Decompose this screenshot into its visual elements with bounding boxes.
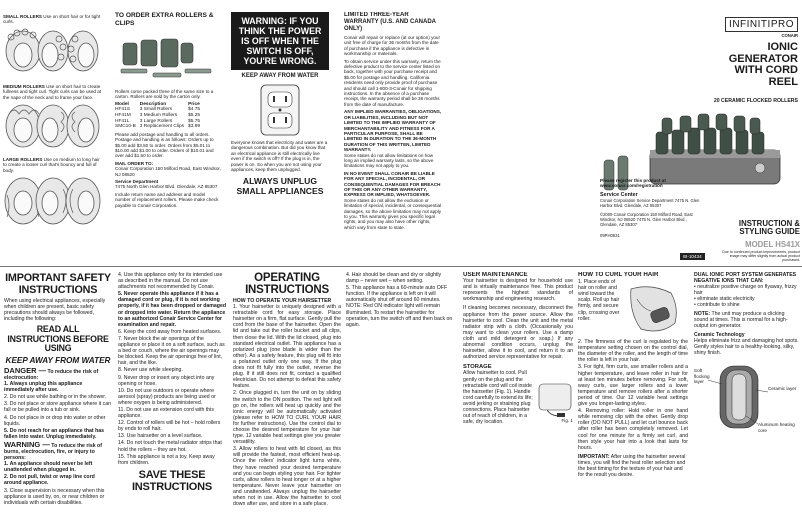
list-item: 1. Always unplug this appliance immediately after use. <box>4 381 83 394</box>
order-title: TO ORDER EXTRA ROLLERS & CLIPS <box>115 12 214 27</box>
curl-column <box>578 272 688 524</box>
warranty-p6: Some states do not allow the exclusion or limitation of special, incidental, or consequential damages, so the above limitation may not apply to you. This warranty gives you specific legal rights, and you may also have other rights, which vary from state to state. <box>344 197 442 230</box>
keep-away-water: KEEP AWAY FROM WATER <box>5 355 111 365</box>
table-cell: $3.99 <box>188 124 201 130</box>
danger-lead: To reduce the risk of electrocution: <box>4 368 99 381</box>
doc-code: 09PH0631 <box>600 233 620 239</box>
safety-intro: When using electrical appliances, especially when children are present, basic safety precautions should always be followed, including the following: <box>4 298 106 323</box>
sub-brand: CONAIR <box>781 33 798 38</box>
maintenance-body: Your hairsetter is designed for household use and is virtually maintenance free. This product represents the highest standards of workmanship and engineering research. <box>463 278 573 303</box>
table-row <box>115 113 204 119</box>
ceramic-text: Helps eliminate frizz and damaging hot spots. Gently styles hair to a healthy-looking, silky, shiny finish. <box>694 337 799 357</box>
small-rollers-text: Use on short hair or for tight curls. <box>3 14 101 25</box>
list-item: 4. Removing roller: Hold roller in one hand while removing clip with the other. Gently drop roller (DO NOT PULL) and let curl bounce back after roller has been completely removed. Let cool for one minute for a firmly set curl, and then style your hair into a look that lasts for hours. <box>578 408 688 451</box>
list-item: • neutralize positive charge on flyaway, frizzy hair <box>694 284 797 297</box>
maintenance-cleaning: If cleaning becomes necessary, disconnect the appliance from the power source. Allow the hairsetter to cool. Clean the unit and the metal radiator strip with a cloth. (Occasionally you may want to clean your rollers. Use a damp cloth and mild detergent or soap.) If any abnormal condition occurs, unplug the hairsetter, allow it to cool, and return it to an authorized service representative for repair. <box>463 305 573 361</box>
price-header-model: Model <box>115 101 129 107</box>
list-item: 6. Keep the cord away from heated surfaces. <box>118 328 222 335</box>
service-department-label: Service Department <box>115 179 159 185</box>
list-item: 3. For tight, firm curls, use smaller rollers and a higher temperature, and leave roller in hair for at least ten minutes before removing. For soft, wavy curls, use larger rollers and a lower temperature and remove rollers after a shorter period of time. Our 12 variable heat settings give you longer-lasting styles. <box>578 364 688 408</box>
ib-code-badge: IB-10434 <box>680 253 705 260</box>
warranty-p2: To obtain service under this warranty, return the defective product to the service center listed on back, together with your purchase receipt and $5.00 for postage and handling. California residents need only provide proof of purchase and should call 1-800-3-Conair for shipping instructions. In the absence of a purchase receipt, the warranty period shall be 36 months from the date of manufacture. <box>344 58 441 107</box>
order-intro: Rollers come packed three of the same size to a carton. Rollers are sold by the carton only. <box>115 89 214 100</box>
label-ceramic: Ceramic layer <box>768 386 797 392</box>
list-item: 9. Never drop or insert any object into any opening or hose. <box>118 374 215 387</box>
medium-curls-illustration-icon <box>3 102 103 150</box>
list-item: 3. Allow rollers to heat with lid closed, as this will provide the fastest, most efficient heat-up. Once the rollers' indicator light turns white, they have reached your desired temperature and you can begin styling your hair. For tighter curls, allow rollers to heat longer or at a higher temperature. Never leave your hairsetter on and unattended. Always unplug the hairsetter when not in use. Allow the hairsetter to cool down after use, and store in a safe place. <box>233 446 341 508</box>
danger-title: DANGER — <box>4 365 47 375</box>
brand-logo: INFINITIPRO <box>725 17 798 32</box>
warning-lead: To reduce the risk of burns, electrocution, fire, or injury to persons: <box>4 442 102 462</box>
storage-title: STORAGE <box>463 364 492 371</box>
warranty-title: LIMITED THREE-YEAR WARRANTY (U.S. AND CANADA ONLY) <box>344 12 436 32</box>
list-item: 14. Do not touch the metal radiator strips that hold the rollers – they are hot. <box>118 440 222 453</box>
service-department-address: 7475 North Glen Harbor Blvd. Glendale, AZ 85307 <box>115 184 218 190</box>
large-rollers-text: Use on medium to long hair to create a looser curl that's bouncy and full of body. <box>3 157 100 173</box>
always-unplug-label: ALWAYS UNPLUG SMALL APPLIANCES <box>236 176 324 196</box>
mail-order-address: Conair Corporation 150 Milford Road, East Windsor, NJ 08520 <box>115 166 221 177</box>
table-cell: $5.75 <box>188 118 201 124</box>
roller-styles-column <box>3 14 103 264</box>
warranty-p5: IN NO EVENT SHALL CONAIR BE LIABLE FOR ANY SPECIAL, INCIDENTAL, OR CONSEQUENTIAL DAMAGES FOR BREACH OF THIS OR ANY OTHER WARRANTY, EXPRESS OR IMPLIED, WHATSOEVER. <box>344 170 441 198</box>
table-cell: $5.25 <box>188 113 201 118</box>
warranty-p1: Conair will repair or replace (at our option) your unit free of charge for 36 months from the date of purchase if the appliance is defective in workmanship or materials. <box>344 35 440 57</box>
list-item: 12. Control of rollers will be hot – hold rollers by ends to roll hair. <box>118 420 221 433</box>
small-rollers-title: SMALL ROLLERS <box>3 14 42 19</box>
service-center-address: Conair Corporation Service Department 7475 N. Glen Harbor Blvd. Glendale, AZ 85307 <box>600 198 700 209</box>
service-center-title: Service Center <box>600 191 638 198</box>
price-table <box>115 102 204 130</box>
mail-order-label: MAIL ORDER TO: <box>115 160 154 166</box>
large-rollers-title: LARGE ROLLERS <box>3 157 43 163</box>
table-cell: $4.75 <box>188 107 201 113</box>
list-item: 3. Close supervision is necessary when this appliance is used by, on, or near children or individuals with certain disabilities. <box>4 487 105 506</box>
small-curls-illustration-icon <box>3 27 103 77</box>
important-label: IMPORTANT: <box>578 453 610 460</box>
storage-figure-icon <box>537 378 573 418</box>
list-item: 5. This appliance has a 60-minute auto OFF function. If the appliance is left on it will automatically shut off around 60 minutes. NOTE: Red ON indicator light will remain illuminated. To restart the hairsetter for operation, turn the switch off and then back on again. <box>346 285 453 328</box>
ionic-column <box>694 272 800 524</box>
table-cell: 3 Medium Rollers <box>139 113 178 118</box>
list-item: • contribute to shine <box>694 302 740 309</box>
ceramic-title: Ceramic Technology <box>694 331 745 338</box>
list-item: 10. Do not use outdoors or operate where aerosol (spray) products are being used or where oxygen is being administered. <box>118 387 216 406</box>
safety-column <box>4 272 112 524</box>
maintenance-title: USER MAINTENANCE <box>463 272 528 278</box>
ionic-title: DUAL IONIC PORT SYSTEM GENERATES NEGATIVE IONS THAT CAN: <box>694 272 797 285</box>
warranty-p4: Some states do not allow limitations on how long an implied warranty lasts, so the above limitations may not apply to you. <box>344 152 434 169</box>
note-text: The unit may produce a clicking sound at times. This is normal for a high-output ion generator. <box>694 310 788 329</box>
rollers-product-image-icon <box>115 35 221 85</box>
list-item: 2. Do not pull, twist or wrap line cord around appliance. <box>4 474 95 487</box>
list-item: 4. Do not place in or drop into water or other liquids. <box>4 414 106 427</box>
cover-note: Due to continued product improvements, product image may differ slightly from actual product purchased. <box>722 250 800 263</box>
cover-column <box>450 10 800 265</box>
storage-text: Allow hairsetter to cool. Pull gently on the plug and the retractable cord will coil inside the hairsetter (Fig. 1). Handle cord carefully to extend its life; avoid jerking or straining plug connections. Place hairsetter out of reach of children, in a safe, dry location. <box>463 370 533 426</box>
note-label: NOTE: <box>694 310 711 317</box>
read-instructions: READ ALL INSTRUCTIONS BEFORE USING <box>7 324 109 354</box>
user-maintenance-column <box>463 272 573 524</box>
order-column <box>115 12 221 264</box>
cover-title: IONIC GENERATOR WITH CORD REEL <box>728 41 798 88</box>
list-item: 5. Never operate this appliance if it has a damaged cord or plug, if it is not working properly, if it has been dropped or damaged or dropped into water. Return the appliance to an authorized Conair Service Center for examination and repair. <box>118 291 226 328</box>
register-text: Please register this product at www.conair.com/registration <box>600 178 666 189</box>
label-aluminum: Aluminum heating core <box>758 422 795 433</box>
important-text: After using the hairsetter several times, you will find the heat roller selection and the best timing for the texture of your hair and for the result you desire. <box>578 453 686 479</box>
warning-banner <box>231 12 329 70</box>
list-item: 11. Do not use an extension cord with this appliance. <box>118 406 214 420</box>
warning-column <box>231 12 329 264</box>
table-cell: 3 Replacement Clips <box>139 124 185 130</box>
list-item: 1. Your hairsetter is uniquely designed with a retractable cord for easy storage. Place hairsetter on a firm, flat surface. Gently pull the cord from the base of the hairsetter. Open the lid and take out the roller bucket and all clips, then close the lid. With the lid closed, plug into standard electrical outlet. This appliance has a polarized plug (one blade is wider than the other). As a safety feature, this plug will fit into a polarized outlet only one way. If the plug does not fit fully into the outlet, reverse the plug. If it still does not fit, contact a qualified electrician. Do not attempt to defeat this safety feature. <box>233 304 341 390</box>
safety-title: IMPORTANT SAFETY INSTRUCTIONS <box>5 272 111 296</box>
medium-rollers-title: MEDIUM ROLLERS <box>3 83 45 89</box>
list-item: 2. The firmness of the curl is regulated by the temperature setting chosen on the control dial, the diameter of the roller, and the length of time the roller is left in your hair. <box>578 339 688 364</box>
list-item: 8. Never use while sleeping. <box>118 367 183 374</box>
label-soft-flocking: Soft flocking layer <box>694 368 710 385</box>
list-item: 4. Hair should be clean and dry or slightly damp – never wet – when setting. <box>346 272 442 285</box>
cover-subtitle: 20 CERAMIC FLOCKED ROLLERS <box>713 98 798 104</box>
table-cell: HF41S <box>115 107 130 113</box>
table-cell: HF41M <box>115 113 131 118</box>
list-item: 4. Use this appliance only for its intended use as described in the manual. Do not use attachments not recommended by Conair. <box>118 272 223 291</box>
medium-rollers-text: Use on short hair to create fullness and tight curl. Tight curls can be used at the nape of the neck and to frame your face. <box>3 83 102 100</box>
operating-column <box>233 272 341 524</box>
list-item: 1. An appliance should never be left unattended when plugged in. <box>4 461 93 474</box>
warning-title: WARNING: IF YOU THINK THE POWER IS OFF WHEN THE SWITCH IS OFF, YOU'RE WRONG. <box>238 16 322 66</box>
operating-subtitle: HOW TO OPERATE YOUR HAIRSETTER <box>233 298 332 304</box>
keep-away-label: KEEP AWAY FROM WATER <box>241 73 319 79</box>
list-item: • eliminate static electricity <box>694 296 755 303</box>
warning-list-title: WARNING — <box>4 439 50 449</box>
table-cell: 3 Small Rollers <box>139 107 173 113</box>
postage-text: Please add postage and handling to all orders. Postage and handling is as follows: Orders up to $5.00 add $3.50 to order. Orders from $5.01 to $10.00 add $1.00 to order. Orders of $10.01 and over add $1.50 to order. <box>115 131 214 159</box>
table-cell: HF41L <box>115 118 130 124</box>
warranty-column <box>344 12 442 264</box>
outlet-icon <box>231 82 329 138</box>
row-divider <box>0 266 802 267</box>
price-header-price: Price <box>188 101 200 107</box>
table-cell: 3 Large Rollers <box>139 118 173 124</box>
table-row <box>115 124 204 130</box>
model-number: MODEL HS41X <box>745 240 800 249</box>
curl-title: HOW TO CURL YOUR HAIR <box>578 272 659 278</box>
copyright-text: ©2009 Conair Corporation 150 Milford Road, East Windsor, NJ 08520 7475 N. Glen Harbor Blvd., Glendale, AZ 85307 <box>600 212 693 228</box>
list-item: 1. Place ends of hair on roller and wind toward the scalp. Roll up hair firmly, and secure clip, crossing over roller. <box>578 279 620 322</box>
figure-caption: Fig. 1 <box>561 418 573 424</box>
table-cell: SMC10-B <box>115 124 136 130</box>
list-item: 2. Do not use while bathing or in the shower. <box>4 394 107 401</box>
maintenance-column <box>346 272 454 524</box>
list-item: 7. Never block the air openings of the appliance or place it on a soft surface, such as a bed or couch, where the air openings may be blocked. Keep the air openings free of lint, hair, and the like. <box>118 335 225 367</box>
large-curls-illustration-icon <box>3 175 103 227</box>
rolling-hair-illustration-icon <box>627 279 685 339</box>
operating-title: OPERATING INSTRUCTIONS <box>245 272 329 296</box>
warranty-p3: ANY IMPLIED WARRANTIES, OBLIGATIONS, OR LIABILITIES, INCLUDING BUT NOT LIMITED TO THE IMPLIED WARRANTY OF MERCHANTABILITY AND FITNESS FOR A PARTICULAR PURPOSE, SHALL BE LIMITED IN DURATION TO THE 36-MONTH DURATION OF THIS WRITTEN, LIMITED WARRANTY. <box>344 109 442 153</box>
list-item: 3. Do not place or store appliance where it can fall or be pulled into a tub or sink. <box>4 401 111 414</box>
list-item: 2. Once plugged in, turn the unit on by sliding the switch to the ON position. The red light will go on, the rollers will heat up quickly and the ionic energy will be automatically activated (please refer to HOW TO CURL YOUR HAIR for further instructions). Use the control dial to choose the desired temperature for your hair type. 12 variable heat settings give you greater versatility. <box>233 390 341 446</box>
price-header-description: Description <box>139 101 167 107</box>
list-item: 5. Do not reach for an appliance that has fallen into water. Unplug immediately. <box>4 427 105 440</box>
guide-title: INSTRUCTION & STYLING GUIDE <box>738 219 800 237</box>
warning-body: Everyone knows that electricity and water are a dangerous combination. But did you know that an electrical appliance is still electrically live even if the switch is off? If the plug is in, the power is on. So when you are not using your appliances, keep them unplugged. <box>231 140 328 173</box>
safety-continued-column <box>118 272 226 524</box>
include-text: Include return name and address and model number of replacement rollers. Please make check payable to Conair Corporation. <box>115 191 219 208</box>
list-item: 13. Use hairsetter on a level surface. <box>118 433 203 440</box>
save-instructions: SAVE THESE INSTRUCTIONS <box>131 468 213 493</box>
list-item: 15. This appliance is not a toy. Keep away from children. <box>118 453 215 466</box>
